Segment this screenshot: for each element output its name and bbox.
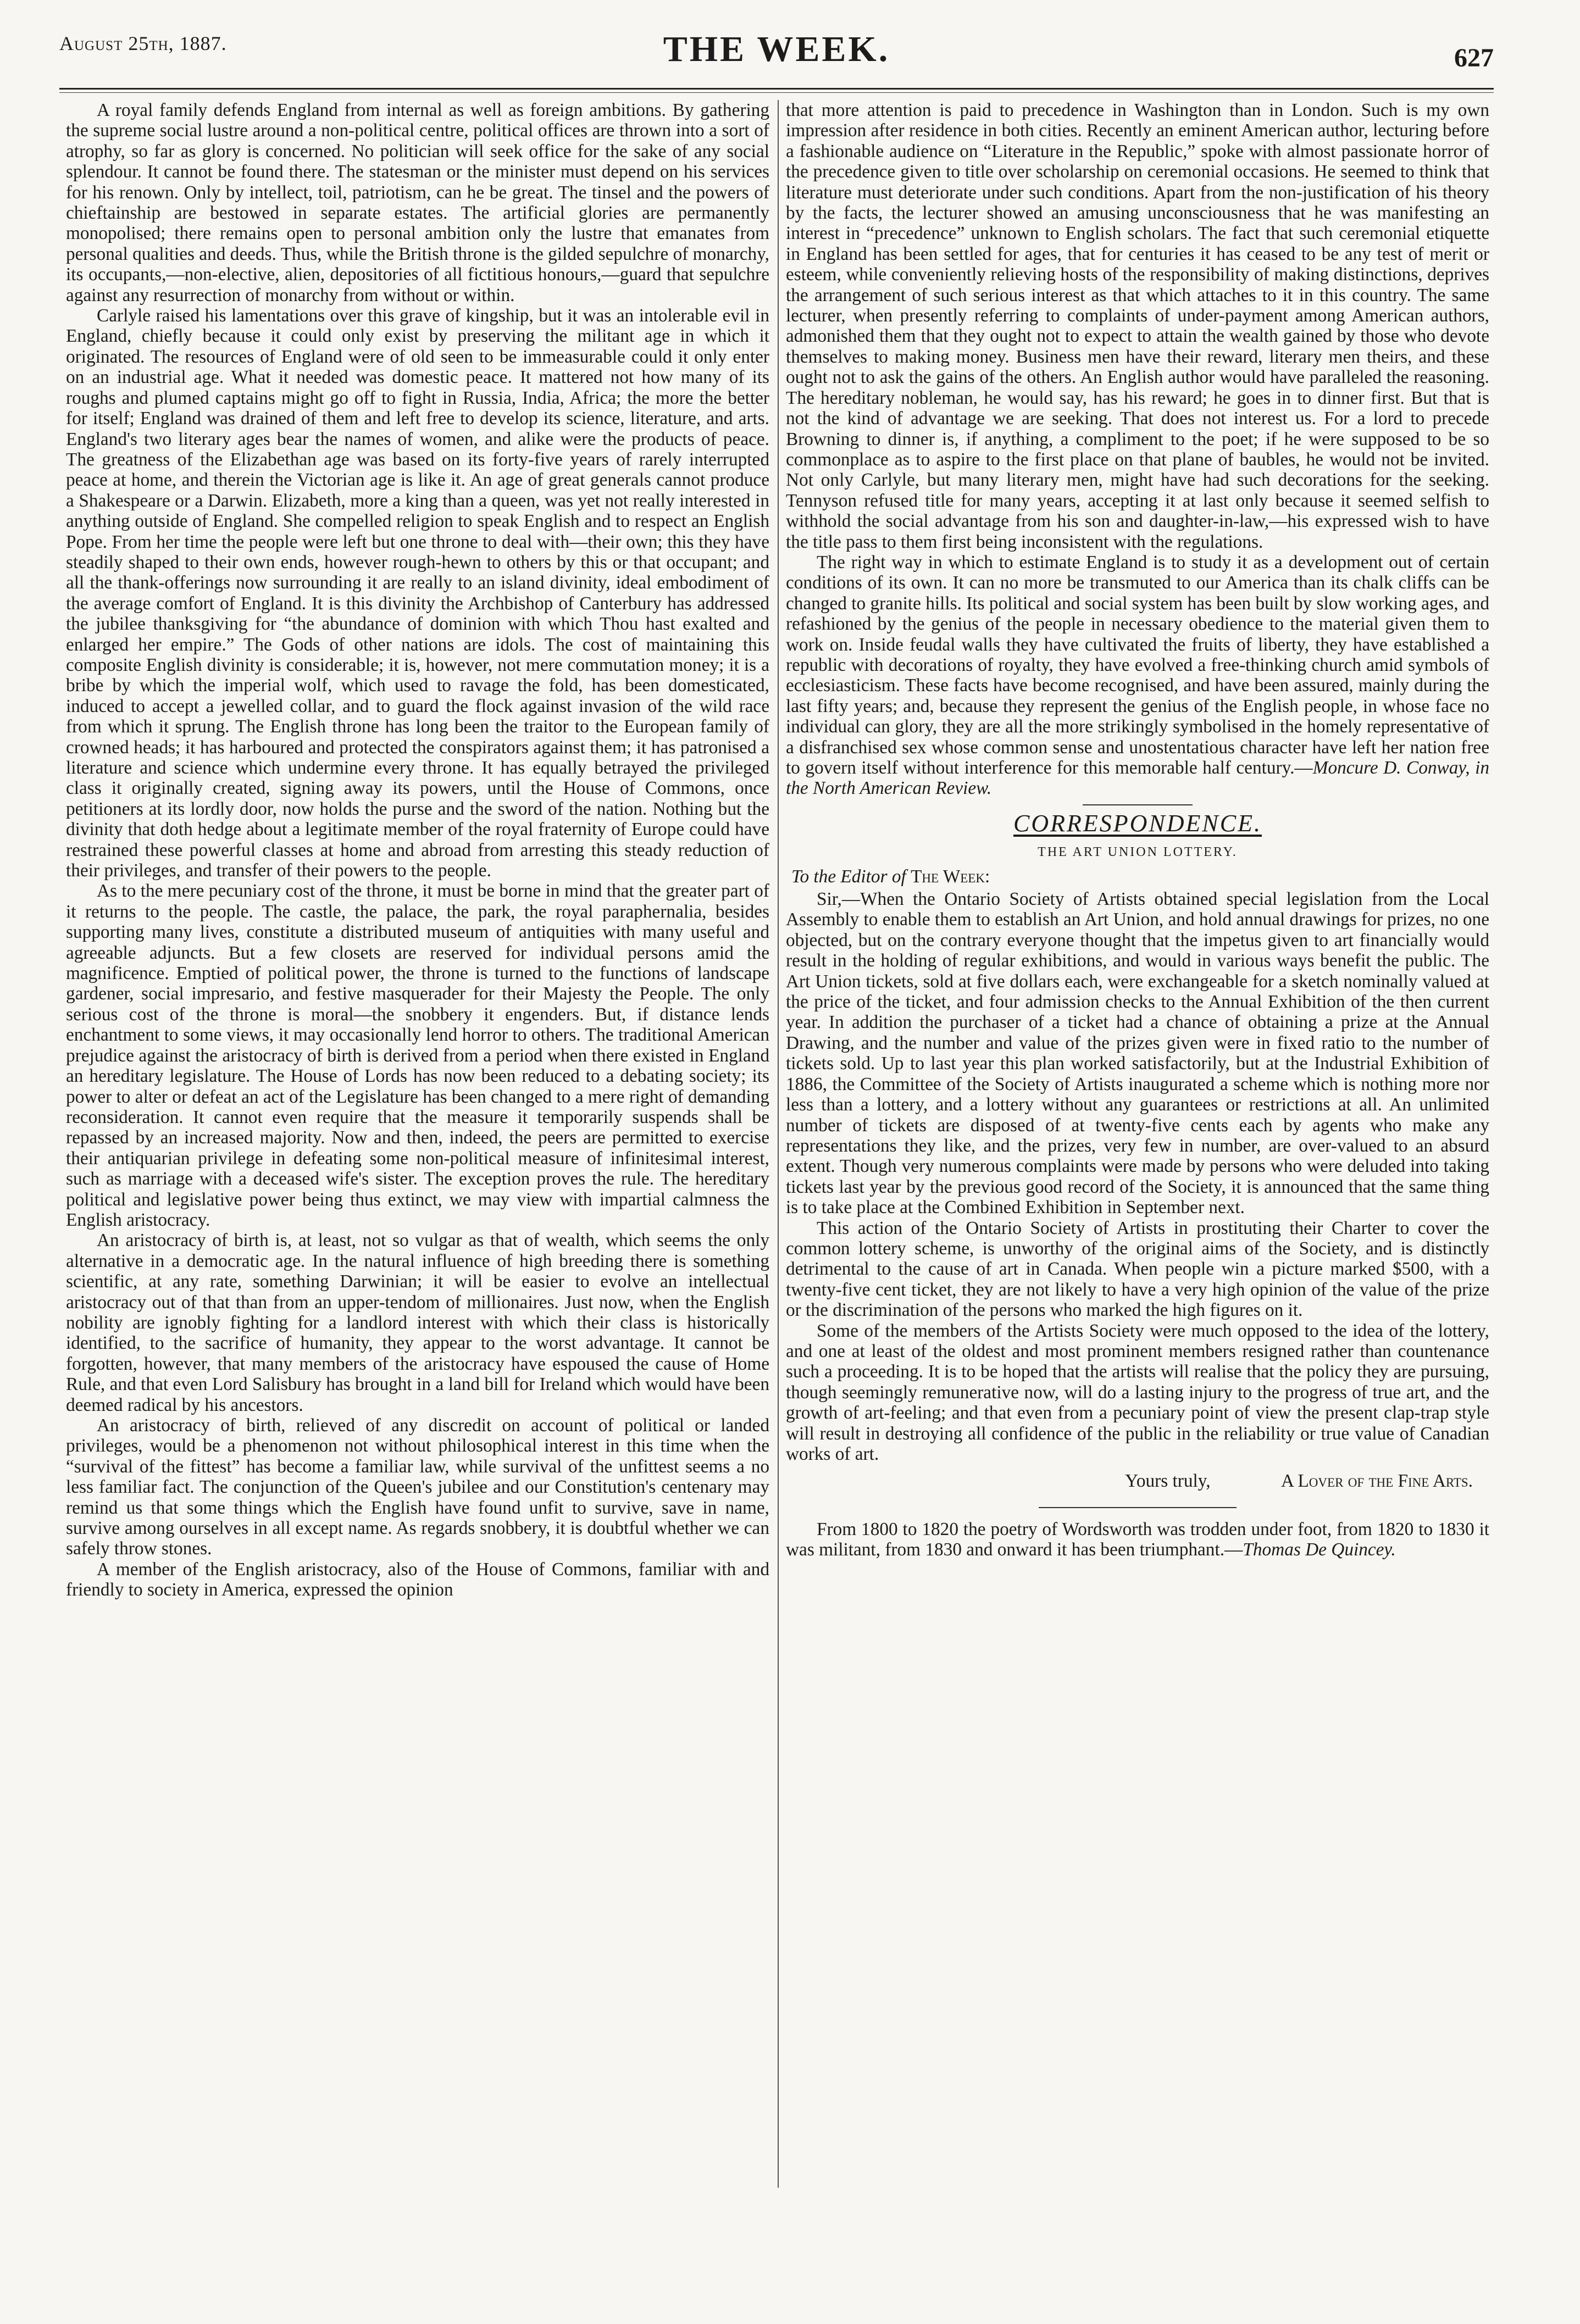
section-heading: CORRESPONDENCE. [1013, 809, 1262, 837]
closing-text: The right way in which to estimate England is to study it as a development out of certain conditions of its own. It can no more be transmuted to our America than its chalk cliffs can be changed to granite hills. Its political and social system has been built by slow working ages, and refashioned by the genius of the people in necessary obedience to the material given them to work on. Inside feudal walls they have cultivated the fruits of liberty, they have established a republic with decorations of royalty, they have evolved a free-thinking church amid symbols of ecclesiasticism. These facts have become recognised, and have been assured, mainly during the last fifty years; and, because they represent the genius of the English people, in whose face no individual can glory, they are all the more strikingly symbolised in the homely representative of a disfranchised sex whose common sense and unostentatious character have left her nation free to govern itself without interference for this memorable half century.— [786, 552, 1489, 778]
header-rule [59, 88, 1494, 90]
quote-attribution: Thomas De Quincey. [1243, 1539, 1396, 1560]
signoff-signer: A Lover of the Fine Arts. [1280, 1471, 1473, 1492]
masthead-title: THE WEEK. [663, 29, 890, 69]
letter-salutation [791, 866, 1489, 887]
header-rule-thin [59, 92, 1494, 93]
article-paragraph: Carlyle raised his lamentations over this grave of kingship, but it was an intolerable evil in England, chiefly because it could only exist by preserving the militant age in which it originated. The resources of England were of old seen to be immeasurable could it only enter on an industrial age. What it needed was domestic peace. It mattered not how many of its roughs and plumed captains might go off to fight in Russia, India, Africa; the more the better for itself; England was drained of them and left free to develop its science, literature, and arts. England's two literary ages bear the names of women, and alike were the products of peace. The greatness of the Elizabethan age was based on its forty-five years of rarely interrupted peace at home, and therein the Victorian age is like it. An age of great generals cannot produce a Shakespeare or a Darwin. Elizabeth, more a king than a queen, was yet not really interested in anything outside of England. She compelled religion to speak English and to respect an English Pope. From her time the people were left but one throne to deal with—their own; this they have steadily shaped to their own ends, however rough-hewn to others by this or that occupant; and all the thank-offerings now surrounding it are really to an island divinity, ideal embodiment of the average comfort of England. It is this divinity the Archbishop of Canterbury has addressed the jubilee thanksgiving for “the abundance of dominion with which Thou hast exalted and enlarged her empire.” The Gods of other nations are idols. The cost of maintaining this composite English divinity is considerable; it is, however, not mere commutation money; it is a bribe by which the imperial wolf, which used to ravage the fold, has been domesticated, induced to accept a jewelled collar, and to guard the flock against invasion of the wild race from which it sprung. The English throne has long been the traitor to the European family of crowned heads; it has harboured and protected the conspirators against them; it has patronised a literature and science which undermine every throne. It has equally betrayed the privileged class it originally created, signing away its powers, until the House of Commons, once petitioners at its lordly door, now holds the purse and the sword of the nation. Nothing but the divinity that doth hedge about a legitimate member of the royal fraternity of Europe could have restrained these powerful classes at home and abroad from arresting this steady reduction of their privileges, and transfer of their powers to the people. [66, 305, 769, 881]
salutation-suffix: : [984, 866, 990, 887]
column-divider [778, 100, 779, 2188]
left-column [66, 100, 769, 1600]
letter-subheading: THE ART UNION LOTTERY. [1038, 845, 1238, 860]
letter-signoff [786, 1471, 1473, 1491]
quote-divider [1039, 1507, 1237, 1508]
section-divider [1083, 804, 1193, 805]
salutation-prefix: To the Editor of [791, 866, 911, 887]
article-attribution: Moncure D. Conway, in the North American Review. [786, 758, 1489, 799]
article-paragraph: As to the mere pecuniary cost of the throne, it must be borne in mind that the greater part of it returns to the people. The castle, the palace, the park, the royal paraphernalia, besides supporting many lives, constitute a distributed museum of antiquities with many useful and agreeable adjuncts. But a few closets are reserved for individual persons amid the magnificence. Emptied of political power, the throne is turned to the functions of landscape gardener, social impresario, and festive masquerader for their Majesty the People. The only serious cost of the throne is moral—the snobbery it engenders. But, if distance lends enchantment to some views, it may occasionally lend horror to others. The traditional American prejudice against the aristocracy of birth is derived from a period when there existed in England an hereditary legislature. The House of Lords has now been reduced to a debating society; its power to alter or defeat an act of the Legislature has been changed to a mere right of demanding reconsideration. It cannot even require that the measure it temporarily suspends shall be repassed by an increased majority. Now and then, indeed, the peers are permitted to exercise their antiquarian privilege in defeating some non-political measure of infinitesimal interest, such as marriage with a deceased wife's sister. The exception proves the rule. The hereditary political and legislative power being thus extinct, we may view with impartial calmness the English aristocracy. [66, 881, 769, 1230]
closing-quote [786, 1519, 1489, 1560]
article-paragraph: An aristocracy of birth, relieved of any discredit on account of political or landed privileges, would be a phenomenon not without philosophical interest in this time when the “survival of the fittest” has become a familiar law, while survival of the unfittest seems a no less familiar fact. The conjunction of the Queen's jubilee and our Constitution's centenary may remind us that some things which the English have found unfit to survive, save in name, survive among ourselves in all except name. As regards snobbery, it is doubtful whether we can safely throw stones. [66, 1415, 769, 1559]
signoff-closing: Yours truly, [1125, 1471, 1211, 1492]
article-paragraph: An aristocracy of birth is, at least, not so vulgar as that of wealth, which seems the only alternative in a democratic age. In the natural influence of high breeding there is something scientific, at any rate, something Darwinian; it will be easier to evolve an intellectual aristocracy out of that than from an upper-tendom of millionaires. Just now, when the English nobility are ignobly fighting for a landlord interest with which their class is historically identified, to the sacrifice of humanity, they appear to the worst advantage. It cannot be forgotten, however, that many members of the aristocracy have espoused the cause of Home Rule, and that even Lord Salisbury has brought in a land bill for Ireland which would have been deemed radical by his ancestors. [66, 1230, 769, 1415]
article-continuation: that more attention is paid to precedence in Washington than in London. Such is my own impression after residence in both cities. Recently an eminent American author, lecturing before a fashionable audience on “Literature in the Republic,” spoke with almost passionate horror of the precedence given to title over scholarship on ceremonial occasions. He seemed to think that literature must deteriorate under such conditions. Apart from the non-justification of his theory by the facts, the lecturer showed an amusing unconsciousness that he was manifesting an interest in “precedence” unknown to English scholars. The fact that such ceremonial etiquette in England has been settled for ages, that for centuries it has ceased to be any test of merit or esteem, while conveniently relieving hosts of the responsibility of making distinctions, deprives the arrangement of such serious interest as that which attaches to it in this country. The same lecturer, when presently referring to complaints of under-payment among American authors, admonished them that they ought not to expect to attain the wealth gained by those who devote themselves to making money. Business men have their reward, literary men theirs, and these ought not to ask the gains of the others. An English author would have paralleled the reasoning. The hereditary nobleman, he would say, has his reward; he goes in to dinner first. But that is not the kind of advantage we are seeking. That does not interest us. For a lord to precede Browning to dinner is, if anything, a compliment to the poet; if he were supposed to be so commonplace as to aspire to the first place on that plane of baubles, he would not be invited. Not only Carlyle, but many literary men, might have had such decorations for the seeking. Tennyson refused title for many years, accepting it at last only because it seemed selfish to withhold the social advantage from his son and daughter-in-law,—his expressed wish to have the title pass to them first being inconsistent with the regulations. [786, 100, 1489, 552]
letter-paragraph: This action of the Ontario Society of Artists in prostituting their Charter to cover the common lottery scheme, is unworthy of the original aims of the Society, and is distinctly detrimental to the cause of art in Canada. When people win a picture marked $500, with a twenty-five cent ticket, they are not likely to have a very high opinion of the value of the prize or the discrimination of the persons who marked the high figures on it. [786, 1217, 1489, 1321]
article-paragraph: A royal family defends England from internal as well as foreign ambitions. By gathering the supreme social lustre around a non-political centre, political offices are thrown into a sort of atrophy, so far as glory is concerned. No politician will seek office for the sake of any social splendour. It cannot be found there. The statesman or the minister must depend on his services for his renown. Only by intellect, toil, patriotism, can he be great. The tinsel and the powers of chieftainship are bestowed in separate estates. The artificial glories are permanently monopolised; there remains open to personal ambition only the lustre that emanates from personal qualities and deeds. Thus, while the British throne is the gilded sepulchre of monarchy, its occupants,—non-elective, alien, depositories of all fictitious honours,—guard that sepulchre against any resurrection of monarchy from without or within. [66, 100, 769, 305]
right-column [786, 100, 1489, 1560]
letter-paragraph: Sir,—When the Ontario Society of Artists obtained special legislation from the Local Assembly to enable them to establish an Art Union, and hold annual drawings for prizes, no one objected, but on the contrary everyone thought that the impetus given to art financially would result in the holding of regular exhibitions, and would in various ways benefit the public. The Art Union tickets, sold at five dollars each, were exchangeable for a sketch nominally valued at the price of the ticket, and four admission checks to the Annual Exhibition of the then current year. In addition the purchaser of a ticket had a chance of obtaining a prize at the Annual Drawing, and the number and value of the prizes given were in fixed ratio to the number of tickets sold. Up to last year this plan worked satisfactorily, but at the Industrial Exhibition of 1886, the Committee of the Society of Artists inaugurated a scheme which is nothing more nor less than a lottery, and a lottery without any guarantees or restrictions at all. An unlimited number of tickets are disposed of at twenty-five cents each by agents who make any representations they like, and the prizes, very few in number, are over-valued to an absurd extent. Though very numerous complaints were made by persons who were deluded into taking tickets last year by the previous good record of the Society, it is announced that the same thing is to take place at the Combined Exhibition in September next. [786, 889, 1489, 1218]
page-header [59, 22, 1494, 88]
article-paragraph: A member of the English aristocracy, also of the House of Commons, familiar with and friendly to society in America, expressed the opinion [66, 1559, 769, 1600]
article-closing-paragraph [786, 552, 1489, 799]
salutation-paper: The Week [911, 866, 985, 887]
issue-date: August 25th, 1887. [59, 32, 227, 54]
letter-paragraph: Some of the members of the Artists Society were much opposed to the idea of the lottery, and one at least of the oldest and most prominent members resigned rather than countenance such a proceeding. It is to be hoped that the artists will realise that the policy they are pursuing, though seemingly remunerative now, will do a lasting injury to the progress of true art, and the growth of art-feeling; and that even from a pecuniary point of view the present clap-trap style will result in destroying all confidence of the public in the reliability or true value of Canadian works of art. [786, 1320, 1489, 1464]
quote-text: From 1800 to 1820 the poetry of Wordsworth was trodden under foot, from 1820 to 1830 it was militant, from 1830 and onward it has been triumphant.— [786, 1519, 1489, 1560]
page-number: 627 [1454, 43, 1494, 73]
